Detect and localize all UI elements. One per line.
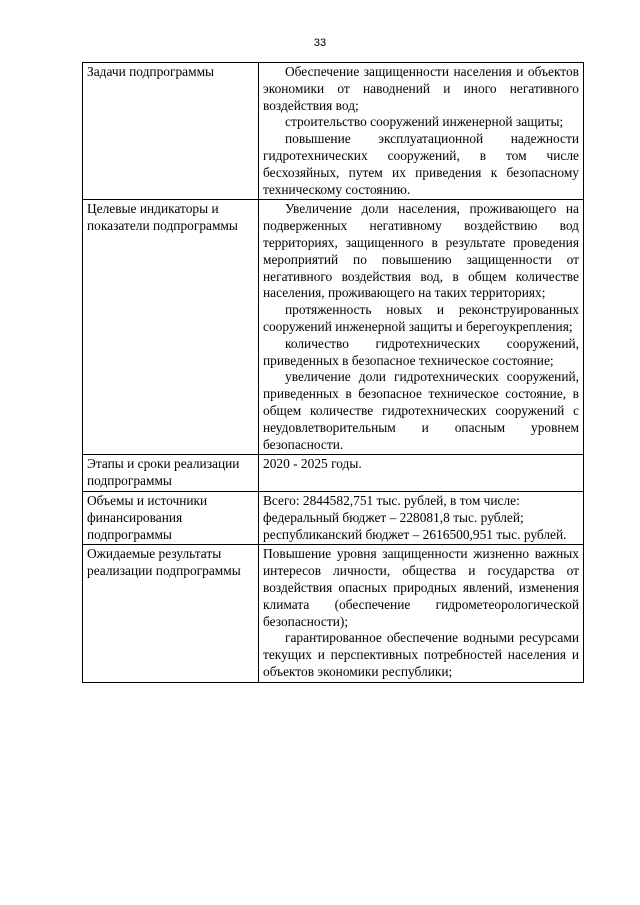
table-row	[83, 455, 584, 492]
table-row	[83, 200, 584, 455]
table-row	[83, 491, 584, 544]
row-label: Задачи подпрограммы	[83, 63, 259, 200]
value-paragraph: Всего: 2844582,751 тыс. рублей, в том числе:	[263, 492, 520, 508]
value-paragraph: Обеспечение защищенности населения и объектов экономики от наводнений и иного негативного воздействия вод;	[263, 64, 579, 113]
table-row	[83, 63, 584, 200]
value-paragraph: 2020 - 2025 годы.	[263, 456, 362, 472]
row-label: Целевые индикаторы и показатели подпрограммы	[83, 200, 259, 455]
value-paragraph: протяженность новых и реконструированных сооружений инженерной защиты и берегоукрепления;	[263, 302, 579, 334]
value-paragraph: количество гидротехнических сооружений, приведенных в безопасное техническое состояние;	[263, 335, 579, 368]
value-paragraph: Повышение уровня защищенности жизненно важных интересов личности, общества и государства от воздействия опасных природных явлений, изменения климата (обеспечение гидрометеорологической безопасности);	[263, 546, 579, 629]
row-value	[259, 63, 584, 200]
page-number: 33	[313, 37, 327, 49]
value-paragraph: повышение эксплуатационной надежности гидротехнических сооружений, в том числе бесхозяйных, путем их приведения к безопасному техническому состоянию.	[263, 131, 579, 197]
table-row	[83, 545, 584, 682]
row-label: Ожидаемые результаты реализации подпрограммы	[83, 545, 259, 682]
row-value	[259, 545, 584, 682]
value-paragraph: гарантированное обеспечение водными ресурсами текущих и перспективных потребностей населения и объектов экономики республики;	[263, 630, 579, 679]
value-paragraph: увеличение доли гидротехнических сооружений, приведенных в безопасное техническое состояние, в общем количестве гидротехнических сооружений с неудовлетворительным и опасным уровнем безопасности.	[263, 369, 579, 452]
value-paragraph: строительство сооружений инженерной защиты;	[285, 114, 564, 130]
value-paragraph: республиканский бюджет – 2616500,951 тыс. рублей.	[263, 526, 567, 542]
row-label: Этапы и сроки реализации подпрограммы	[83, 455, 259, 492]
subprogram-passport-table	[82, 62, 584, 683]
row-value	[259, 491, 584, 544]
value-paragraph: федеральный бюджет – 228081,8 тыс. рублей;	[263, 509, 524, 525]
value-paragraph: Увеличение доли населения, проживающего на подверженных негативному воздействию вод территориях, защищенного в результате проведения мероприятий по повышению защищенности от негативного воздействия вод, в общем количестве населения, проживающего на таких территориях;	[263, 201, 579, 301]
row-value	[259, 455, 584, 492]
row-label: Объемы и источники финансирования подпрограммы	[83, 491, 259, 544]
row-value	[259, 200, 584, 455]
